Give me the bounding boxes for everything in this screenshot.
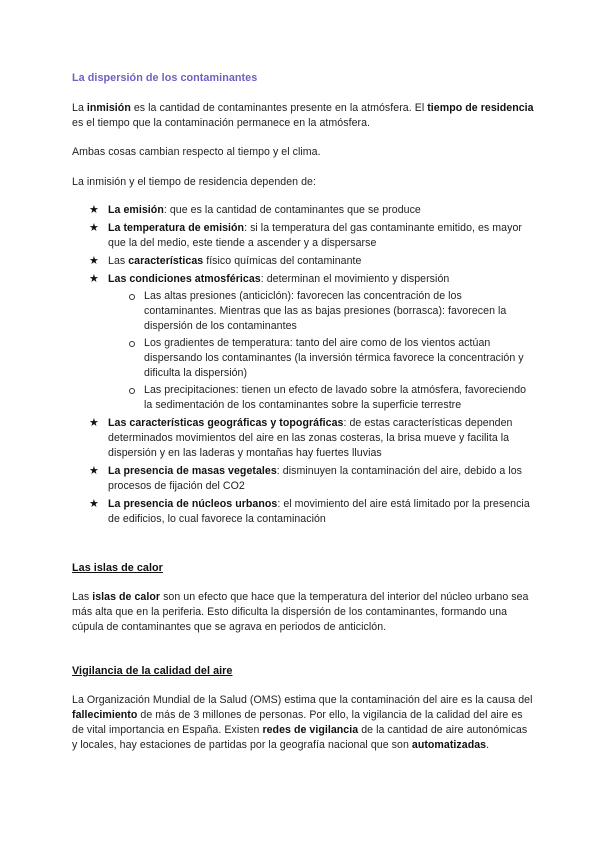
list-item: ★ Las características geográficas y topográficas: de estas características dependen determinados movimientos del aire en las zonas costeras, la brisa mueve y facilita la dispersión y en las laderas y montañas hay fuertes lluvias	[89, 417, 513, 459]
circle-bullet-icon	[129, 294, 135, 300]
star-bullet-icon: ★	[89, 204, 99, 216]
heat-islands-heading: Las islas de calor	[72, 562, 163, 574]
sub-list-item: Las altas presiones (anticiclón): favorecen las concentración de los contaminantes. Mientras que las as bajas presiones (borrasca): favorecen la dispersión de los contaminantes	[108, 289, 534, 334]
air-quality-heading: Vigilancia de la calidad del aire	[72, 665, 233, 677]
list-item: ★ La emisión: que es la cantidad de contaminantes que se produce	[89, 204, 421, 216]
intro-paragraph: La inmisión es la cantidad de contaminantes presente en la atmósfera. El tiempo de residencia es el tiempo que la contaminación permanece en la atmósfera.	[72, 102, 534, 129]
list-item: ★ Las condiciones atmosféricas: determinan el movimiento y dispersión Las altas presiones (anticiclón): favorecen las concentración de los contaminantes. Mientras que las as bajas presiones (borrasca): favorecen la dispersión de los contaminantes Los gradientes de temperatura: tanto del aire como de los vientos actúan dispersando los contaminantes (la inversión térmica favorece la concentración y dificulta la dispersión) Las precipitaciones: tienen un efecto de lavado sobre la atmósfera, favoreciendo la sedimentación de los contaminantes sobre la superficie terrestre	[72, 272, 534, 413]
climate-sentence: Ambas cosas cambian respecto al tiempo y el clima.	[72, 146, 321, 158]
star-bullet-icon: ★	[89, 465, 99, 477]
sub-list-item: Las precipitaciones: tienen un efecto de lavado sobre la atmósfera, favoreciendo la sedimentación de los contaminantes sobre la superficie terrestre	[108, 383, 534, 413]
list-item: ★ Las características físico químicas del contaminante	[89, 255, 362, 267]
list-item: ★ La presencia de núcleos urbanos: el movimiento del aire está limitado por la presencia de edificios, lo cual favorece la contaminación	[89, 498, 530, 525]
factors-list	[72, 203, 534, 530]
depends-sentence: La inmisión y el tiempo de residencia dependen de:	[72, 176, 316, 188]
star-bullet-icon: ★	[89, 255, 99, 267]
list-item: ★ La temperatura de emisión: si la temperatura del gas contaminante emitido, es mayor que la del medio, este tiende a ascender y a dispersarse	[89, 222, 522, 249]
list-item: ★ La presencia de masas vegetales: disminuyen la contaminación del aire, debido a los procesos de fijación del CO2	[89, 465, 523, 492]
circle-bullet-icon	[129, 341, 135, 347]
heat-islands-paragraph: Las islas de calor son un efecto que hace que la temperatura del interior del núcleo urbano sea más alta que en la periferia. Esto dificulta la dispersión de los contaminantes, formando una cúpula de contaminantes que se agrava en periodos de anticiclón.	[72, 591, 529, 633]
star-bullet-icon: ★	[89, 498, 99, 510]
circle-bullet-icon	[129, 388, 135, 394]
star-bullet-icon: ★	[89, 222, 99, 234]
document-title: La dispersión de los contaminantes	[72, 72, 258, 84]
star-bullet-icon: ★	[89, 417, 99, 429]
air-quality-paragraph: La Organización Mundial de la Salud (OMS) estima que la contaminación del aire es la causa del fallecimiento de más de 3 millones de personas. Por ello, la vigilancia de la calidad del aire es de vital importancia en España. Existen redes de vigilancia de la cantidad de aire autonómicas y locales, hay estaciones de partidas por la geografía nacional que son automatizadas.	[72, 694, 533, 751]
star-bullet-icon: ★	[89, 273, 99, 285]
sub-list-item: Los gradientes de temperatura: tanto del aire como de los vientos actúan dispersando los contaminantes (la inversión térmica favorece la concentración y dificulta la dispersión)	[108, 336, 534, 381]
atmospheric-sublist	[108, 289, 534, 413]
